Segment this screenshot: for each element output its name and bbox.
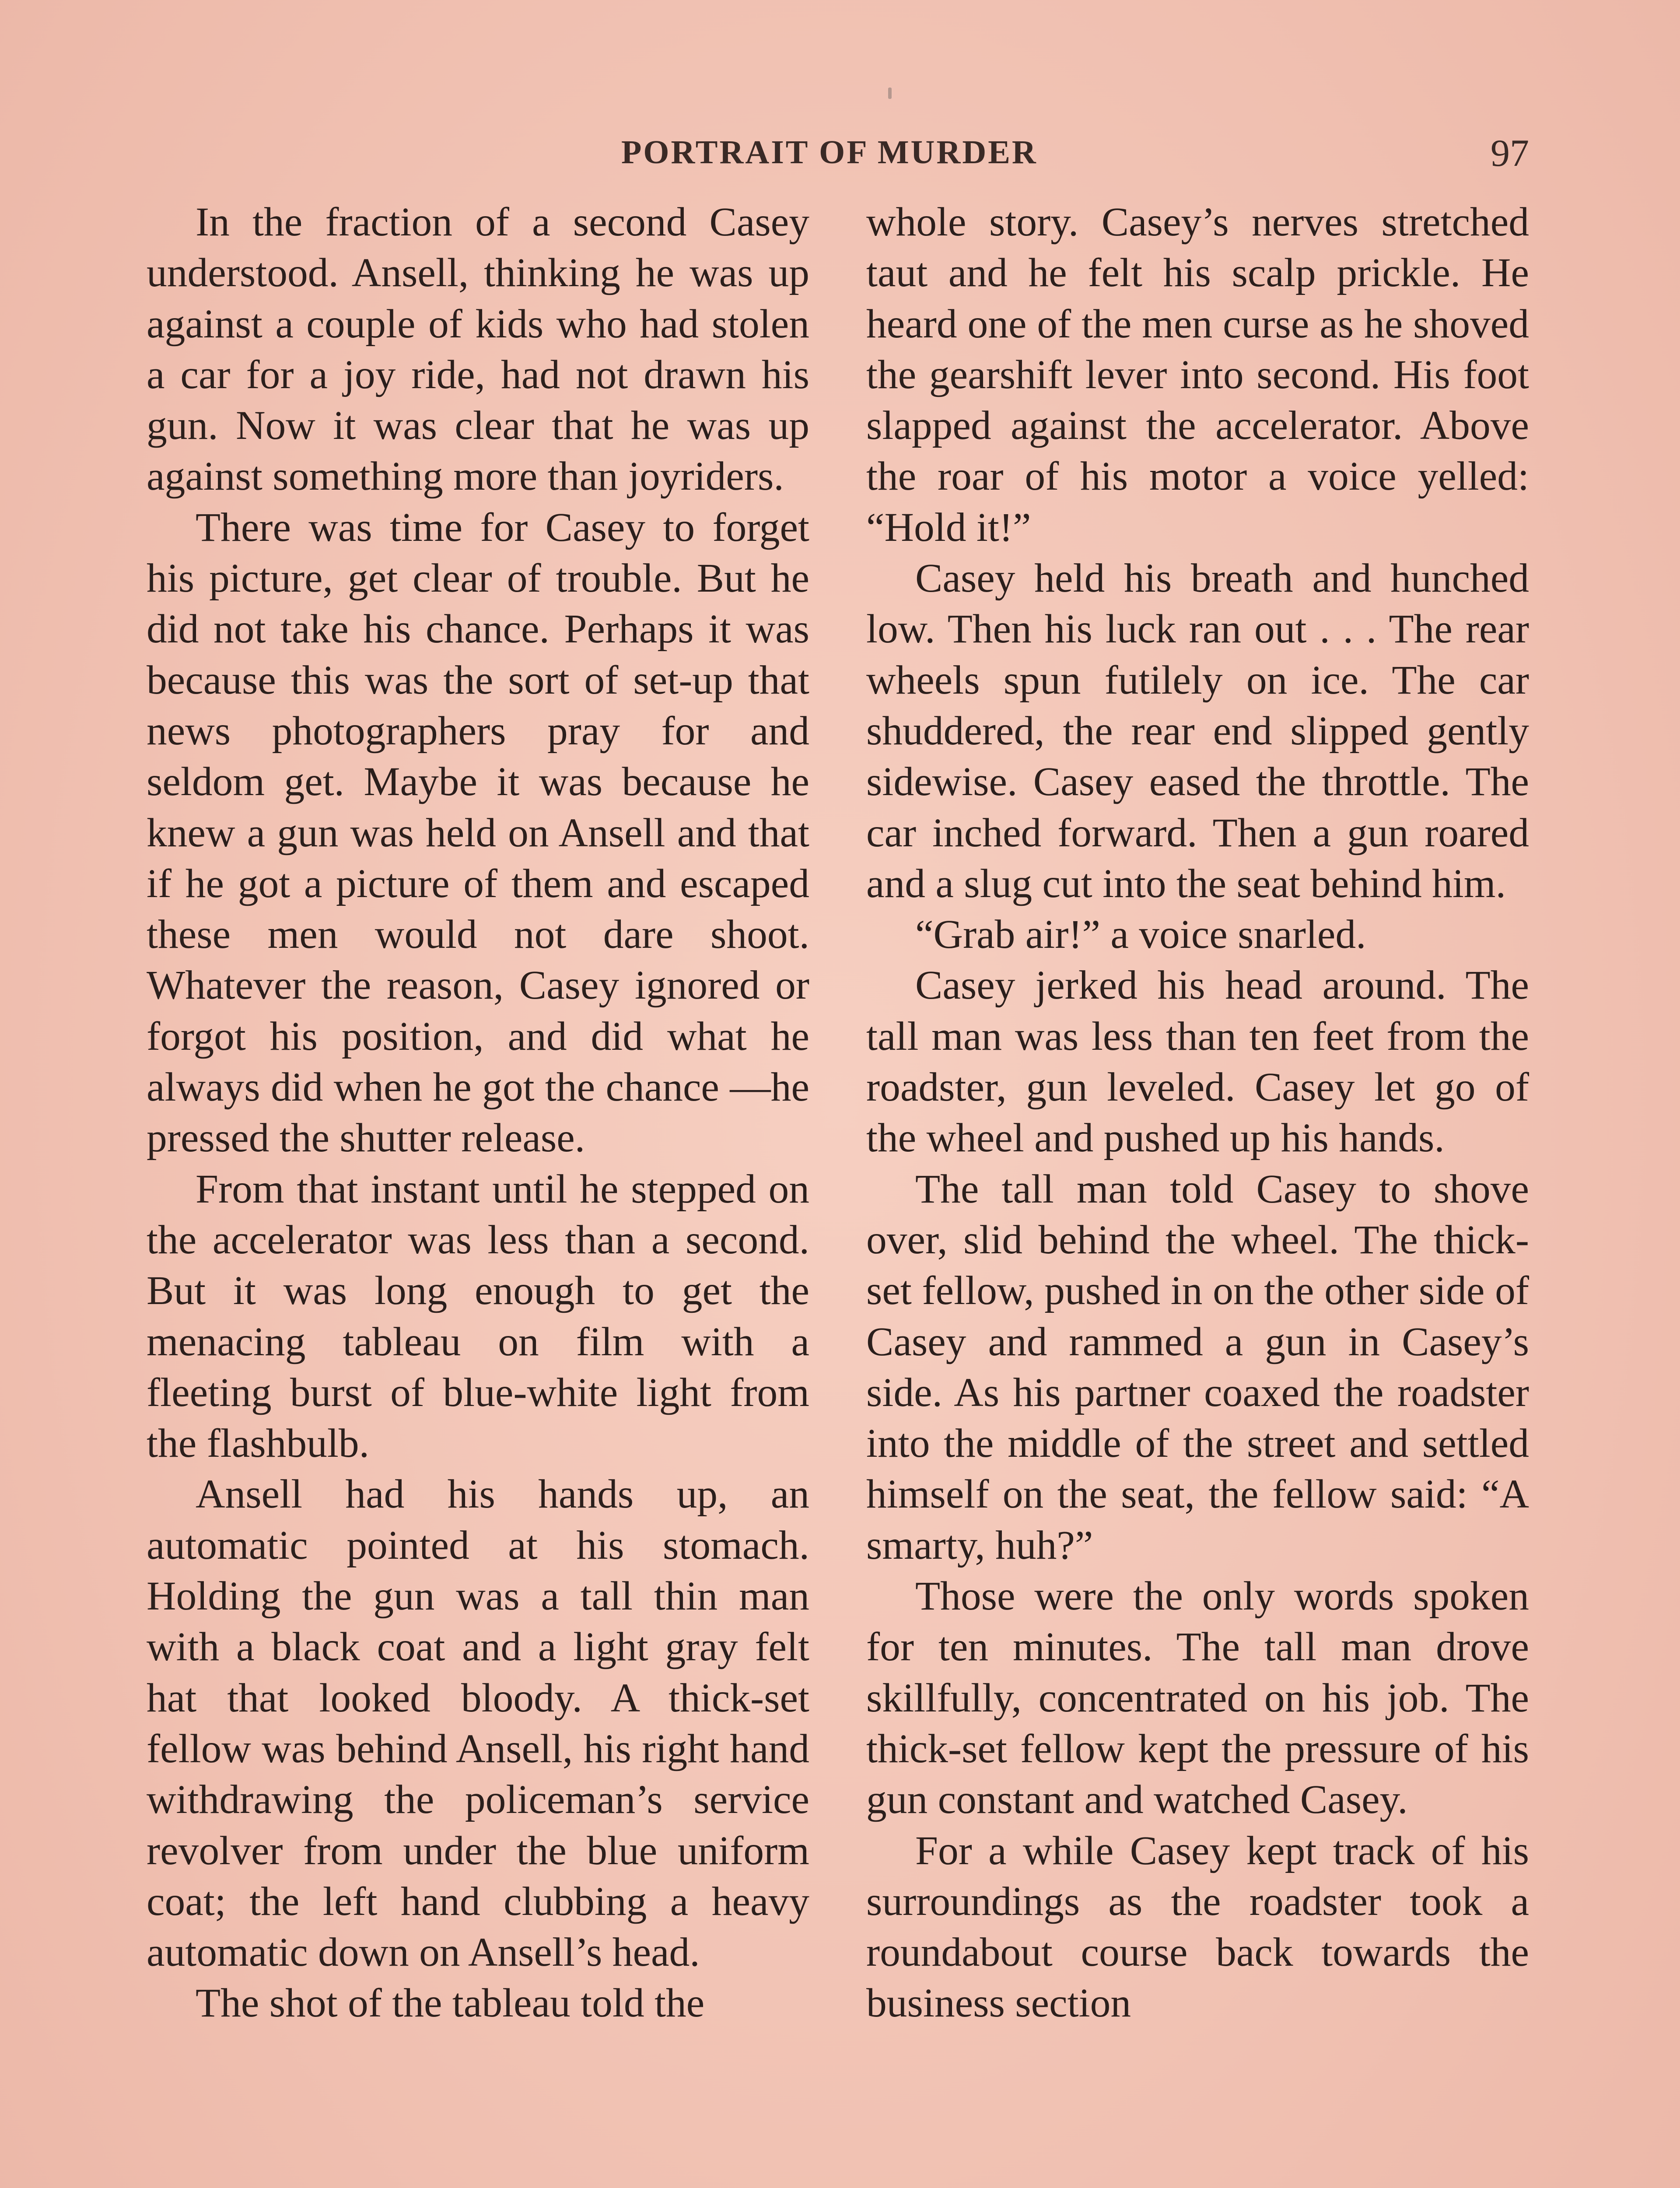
paragraph: For a while Casey kept track of his surroundings as the roadster took a roundabout course back towards the business section xyxy=(866,1828,1529,2026)
paragraph: Those were the only words spoken for ten minutes. The tall man drove skillfully, concentrated on his job. The thick-set fellow kept the pressure of his gun constant and watched Casey. xyxy=(866,1574,1529,1823)
right-column xyxy=(866,197,1529,2029)
paragraph: Ansell had his hands up, an automatic pointed at his stomach. Holding the gun was a tall thin man with a black coat and a light gray felt hat that looked bloody. A thick-set fellow was behind Ansell, his right hand withdrawing the policeman’s service revolver from under the blue uniform coat; the left hand clubbing a heavy automatic down on Ansell’s head. xyxy=(147,1472,809,1975)
paragraph: From that instant until he stepped on the accelerator was less than a second. But it was long enough to get the menacing tableau on film with a fleeting burst of blue-white light from the flashbulb. xyxy=(147,1166,809,1466)
paragraph: The shot of the tableau told the xyxy=(196,1981,705,2026)
paragraph: The tall man told Casey to shove over, slid behind the wheel. The thick-set fellow, pushed in on the other side of Casey and rammed a gun in Casey’s side. As his partner coaxed the roadster into the middle of the street and settled himself on the seat, the fellow said: “A smarty, huh?” xyxy=(866,1166,1529,1568)
paragraph: There was time for Casey to forget his picture, get clear of trouble. But he did not take his chance. Perhaps it was because this was the sort of set-up that news photographers pray for and seldom get. Maybe it was because he knew a gun was held on Ansell and that if he got a picture of them and escaped these men would not dare shoot. Whatever the reason, Casey ignored or forgot his position, and did what he always did when he got the chance —he pressed the shutter release. xyxy=(147,505,809,1161)
page-number: 97 xyxy=(1491,132,1529,175)
paper-speck xyxy=(888,88,892,99)
left-column xyxy=(147,197,809,2029)
paragraph: Casey held his breath and hunched low. Then his luck ran out . . . The rear wheels spun futilely on ice. The car shuddered, the rear end slipped gently sidewise. Casey eased the throttle. The car inched forward. Then a gun roared and a slug cut into the seat behind him. xyxy=(866,556,1529,906)
paragraph-continued: whole story. Casey’s nerves stretched taut and he felt his scalp prickle. He heard one of the men curse as he shoved the gearshift lever into second. His foot slapped against the accelerator. Above the roar of his motor a voice yelled: “Hold it!” xyxy=(866,200,1529,550)
paragraph: Casey jerked his head around. The tall man was less than ten feet from the roadster, gun leveled. Casey let go of the wheel and pushed up his hands. xyxy=(866,963,1529,1161)
paragraph: “Grab air!” a voice snarled. xyxy=(915,912,1366,957)
running-title: PORTRAIT OF MURDER xyxy=(621,134,1038,171)
paragraph: In the fraction of a second Casey understood. Ansell, thinking he was up against a couple of kids who had stolen a car for a joy ride, had not drawn his gun. Now it was clear that he was up against something more than joyriders. xyxy=(147,200,809,499)
